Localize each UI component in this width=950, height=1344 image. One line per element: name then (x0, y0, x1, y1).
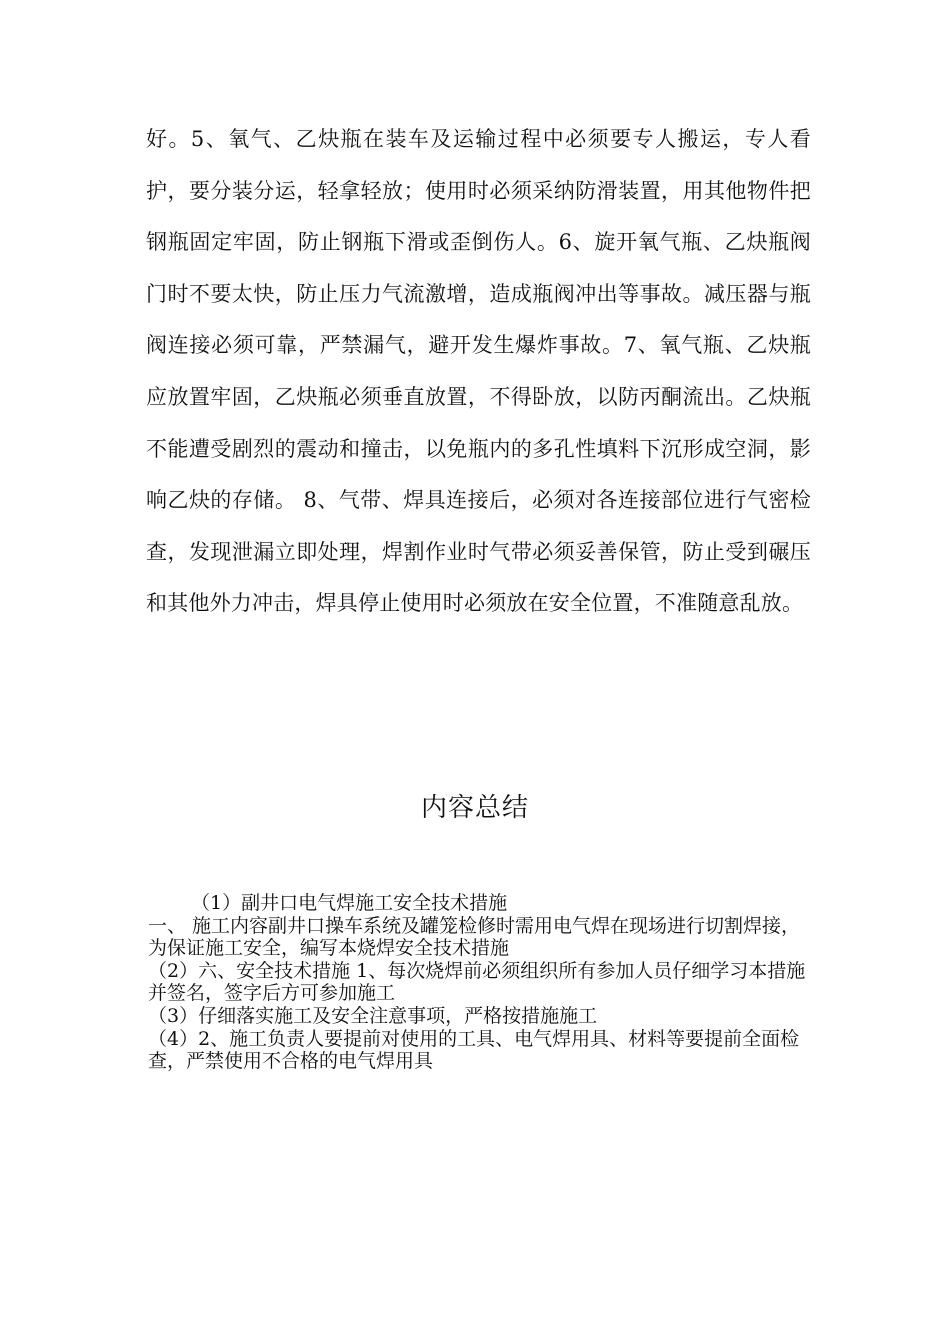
summary-item: （4）2、施工负责人要提前对使用的工具、电气焊用具、材料等要提前全面检查，严禁使用不合格的电气焊用具 (148, 1027, 800, 1073)
body-paragraph: 好。5、氧气、乙炔瓶在装车及运输过程中必须要专人搬运，专人看护，要分装分运，轻拿轻放；使用时必须采纳防滑装置，用其他物件把钢瓶固定牢固，防止钢瓶下滑或歪倒伤人。6、旋开氧气瓶、乙炔瓶阀门时不要太快，防止压力气流激增，造成瓶阀冲出等事故。减压器与瓶阀连接必须可靠，严禁漏气，避开发生爆炸事故。7、氧气瓶、乙炔瓶应放置牢固，乙炔瓶必须垂直放置，不得卧放，以防丙酮流出。乙炔瓶不能遭受剧烈的震动和撞击，以免瓶内的多孔性填料下沉形成空洞，影响乙炔的存储。 8、气带、焊具连接后，必须对各连接部位进行气密检查，发现泄漏立即处理，焊割作业时气带必须妥善保管，防止受到碾压和其他外力冲击，焊具停止使用时必须放在安全位置，不准随意乱放。 (146, 127, 811, 616)
summary-item: （3）仔细落实施工及安全注意事项，严格按措施施工 (148, 1004, 598, 1027)
summary-item: （1）副井口电气焊施工安全技术措施 (191, 892, 508, 914)
summary-item: 一、 施工内容副井口操车系统及罐笼检修时需用电气焊在现场进行切割焊接，为保证施工安全，编写本烧焊安全技术措施 (148, 914, 801, 960)
summary-list (148, 892, 808, 1073)
summary-title: 内容总结 (420, 793, 529, 823)
summary-item: （2）六、安全技术措施 1、每次烧焊前必须组织所有参加人员仔细学习本措施并签名，签字后方可参加施工 (148, 959, 806, 1005)
